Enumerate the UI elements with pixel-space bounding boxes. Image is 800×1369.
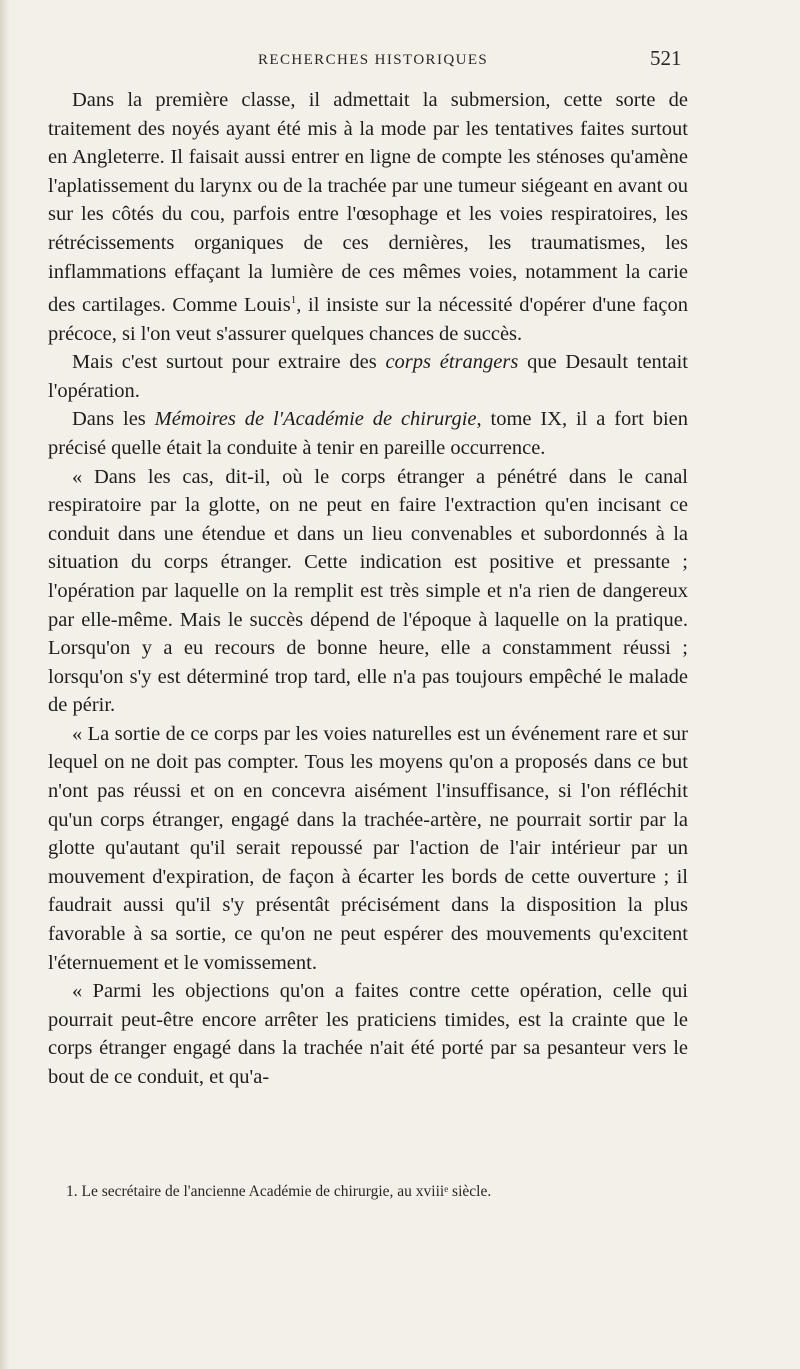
paragraph-2: Mais c'est surtout pour extraire des corps étrangers que Desault tentait l'opération. [48, 351, 688, 402]
paragraph-3: Dans les Mémoires de l'Académie de chirurgie, tome IX, il a fort bien précisé quelle était la conduite à tenir en pareille occurrence. [48, 408, 688, 459]
italic-term: corps étrangers [385, 351, 519, 374]
page-number: 521 [650, 46, 682, 70]
running-title: RECHERCHES HISTORIQUES [258, 52, 489, 68]
paragraph-5: « La sortie de ce corps par les voies naturelles est un événement rare et sur lequel on ne doit pas compter. Tous les moyens qu'on a proposés dans ce but n'ont pas réussi et on en concevra aisément l'insuffisance, si l'on réfléchit qu'un corps étranger, engagé dans la trachée-artère, ne pourrait sortir par la glotte qu'autant qu'il serait repoussé par l'action de l'air intérieur par un mouvement d'expiration, de façon à écarter les bords de cette ouverture ; il faudrait aussi qu'il s'y présentât précisément dans la disposition la plus favorable à sa sortie, ce qu'on ne peut espérer des mouvements qu'excitent l'éternuement et le vomissement. [48, 722, 688, 974]
page-edge-shadow [0, 0, 10, 1369]
italic-title: Mémoires de l'Académie de chirurgie [154, 408, 477, 431]
body-text [48, 86, 688, 1092]
paragraph-1: Dans la première classe, il admettait la submersion, cette sorte de traitement des noyés ayant été mis à la mode par les tentatives faites surtout en Angleterre. Il faisait aussi entrer en ligne de compte les sténoses qu'amène l'aplatissement du larynx ou de la trachée par une tumeur siégeant en avant ou sur les côtés du cou, parfois entre l'œsophage et les voies respiratoires, les rétrécissements organiques de ces dernières, les traumatismes, les inflammations effaçant la lumière de ces mêmes voies, notamment la carie des cartilages. Comme Louis$^1$, il insiste sur la nécessité d'opérer d'une façon précoce, si l'on veut s'assurer quelques chances de succès. [48, 89, 688, 345]
running-head [48, 0, 688, 70]
book-page [48, 0, 688, 1200]
paragraph-6: « Parmi les objections qu'on a faites contre cette opération, celle qui pourrait peut-être encore arrêter les praticiens timides, est la crainte que le corps étranger engagé dans la trachée n'ait été porté par sa pesanteur vers le bout de ce conduit, et qu'a- [48, 980, 688, 1089]
footnote-reference: 1 [290, 294, 297, 307]
footnote: 1. Le secrétaire de l'ancienne Académie de chirurgie, au xviiiᵉ siècle. [66, 1183, 492, 1200]
paragraph-4: « Dans les cas, dit-il, où le corps étranger a pénétré dans le canal respiratoire par la glotte, on ne peut en faire l'extraction qu'en incisant ce conduit dans une étendue et dans un lieu convenables et subordonnés à la situation du corps étranger. Cette indication est positive et pressante ; l'opération par laquelle on la remplit est très simple et n'a rien de dangereux par elle-même. Mais le succès dépend de l'époque à laquelle on la pratique. Lorsqu'on y a eu recours de bonne heure, elle a constamment réussi ; lorsqu'on s'y est déterminé trop tard, elle n'a pas toujours empêché le malade de périr. [48, 465, 688, 717]
